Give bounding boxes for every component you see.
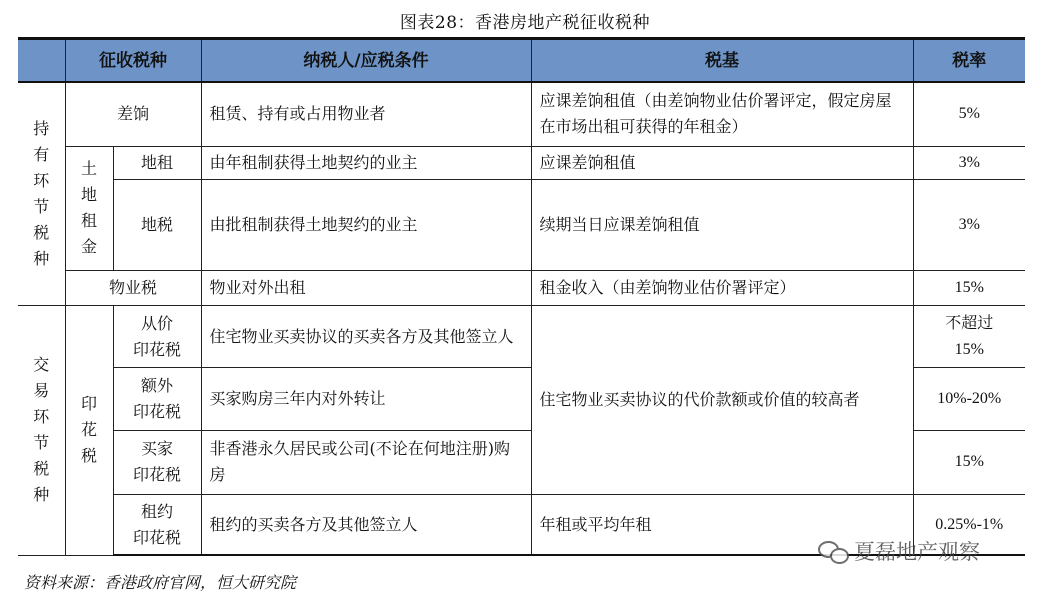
table-row-ad-valorem [18,305,1025,367]
header-blank [18,39,65,83]
tax-name-lease: 租约 印花税 [113,495,201,555]
watermark [818,536,980,566]
rate-property-tax: 15% [913,270,1025,305]
header-tax-type: 征收税种 [65,39,201,83]
figure-title: 图表28：香港房地产税征收税种 [399,13,651,33]
taxpayer-ad-valorem: 住宅物业买卖协议的买卖各方及其他签立人 [201,305,531,367]
wechat-icon [818,539,848,563]
header-taxpayer: 纳税人/应税条件 [201,39,531,83]
taxpayer-special: 买家购房三年内对外转让 [201,368,531,430]
taxpayer-property-tax: 物业对外出租 [201,270,531,305]
header-tax-base: 税基 [531,39,913,83]
rate-buyer: 15% [913,430,1025,494]
table-row-rates [18,82,1025,146]
tax-name-special: 额外 印花税 [113,368,201,430]
table-row-ground-rent [18,146,1025,179]
base-property-tax: 租金收入（由差饷物业估价署评定） [531,270,913,305]
base-lease: 年租或平均年租 [531,495,913,555]
rate-rates: 5% [913,82,1025,146]
rate-special: 10%-20% [913,368,1025,430]
table-row-government-rent [18,180,1025,271]
tax-name-ground-rent: 地租 [113,146,201,179]
taxpayer-rates: 租赁、持有或占用物业者 [201,82,531,146]
base-government-rent: 续期当日应课差饷租值 [531,180,913,271]
tax-name-buyer: 买家 印花税 [113,430,201,494]
taxpayer-government-rent: 由批租制获得土地契约的业主 [201,180,531,271]
table-header-row [18,39,1025,83]
tax-name-government-rent: 地税 [113,180,201,271]
taxpayer-buyer: 非香港永久居民或公司(不论在何地注册)购房 [201,430,531,494]
watermark-text: 夏磊地产观察 [854,540,980,564]
taxpayer-ground-rent: 由年租制获得土地契约的业主 [201,146,531,179]
tax-table [18,37,1025,556]
tax-name-ad-valorem: 从价 印花税 [113,305,201,367]
base-stamp-duty-shared: 住宅物业买卖协议的代价款额或价值的较高者 [531,305,913,494]
rate-lease: 0.25%-1% [913,495,1025,555]
transaction-group-label: 交 易 环 节 税 种 [18,305,65,555]
tax-name-property-tax: 物业税 [65,270,201,305]
base-rates: 应课差饷租值（由差饷物业估价署评定，假定房屋在市场出租可获得的年租金） [531,82,913,146]
header-tax-rate: 税率 [913,39,1025,83]
table-row-property-tax [18,270,1025,305]
base-ground-rent: 应课差饷租值 [531,146,913,179]
rate-government-rent: 3% [913,180,1025,271]
rate-ground-rent: 3% [913,146,1025,179]
land-rent-group-label: 土 地 租 金 [65,146,113,270]
tax-name-rates: 差饷 [65,82,201,146]
rate-ad-valorem: 不超过 15% [913,305,1025,367]
source-note: 资料来源：香港政府官网，恒大研究院 [24,573,297,592]
taxpayer-lease: 租约的买卖各方及其他签立人 [201,495,531,555]
holding-group-label: 持 有 环 节 税 种 [18,82,65,305]
stamp-duty-group-label: 印 花 税 [65,305,113,555]
